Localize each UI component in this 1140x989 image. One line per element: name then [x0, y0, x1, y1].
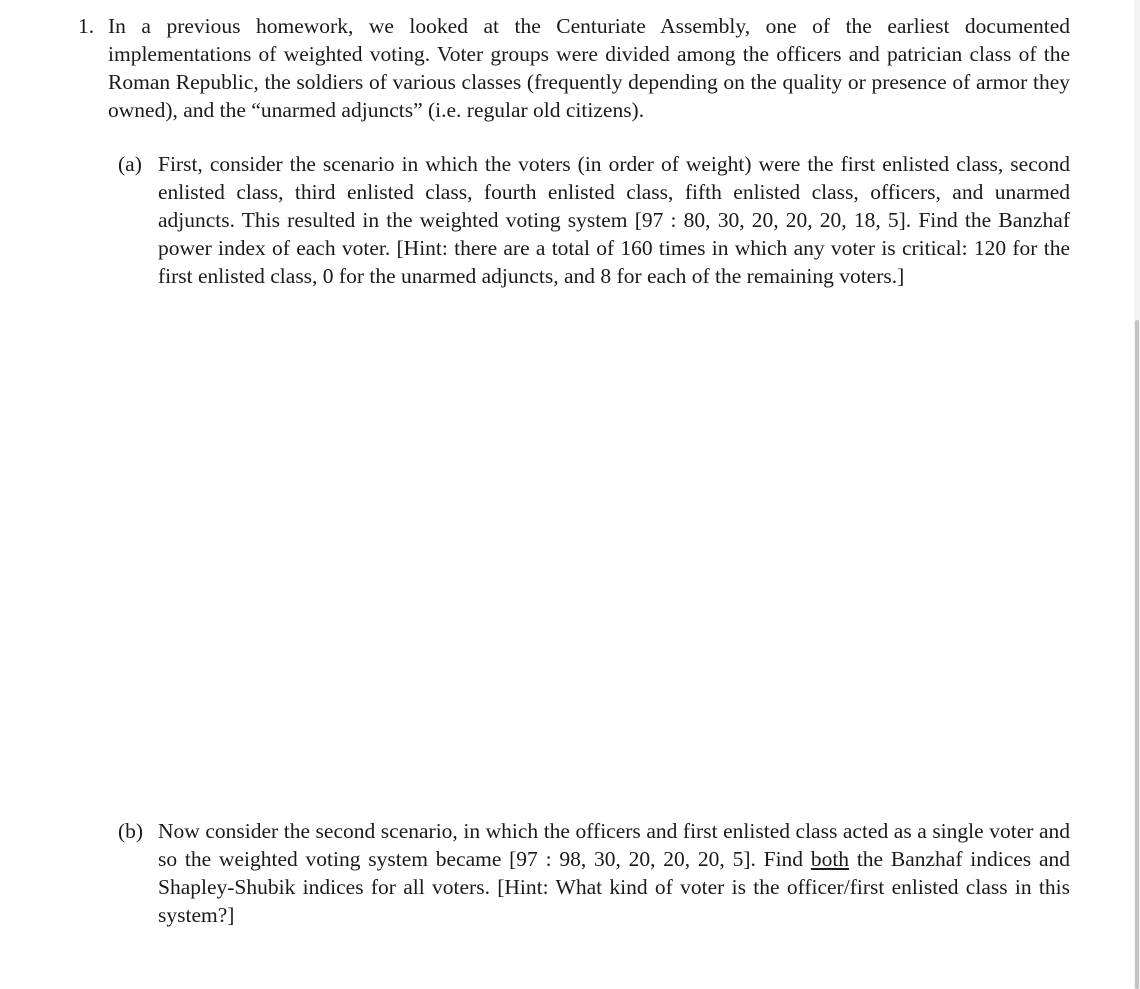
problem-1 — [78, 12, 1070, 124]
problem-number: 1. — [78, 14, 95, 38]
part-a-label: (a) — [118, 152, 142, 176]
part-a — [118, 150, 1070, 290]
part-b-label: (b) — [118, 819, 144, 843]
part-b-emphasis: both — [810, 847, 850, 871]
part-a-text: First, consider the scenario in which the voters (in order of weight) were the first enlisted class, second enlisted class, third enlisted class, fourth enlisted class, fifth enlisted class, officers, and unarmed adjuncts. This resulted in the weighted voting system [97 : 80, 30, 20, 20, 20, 18, 5]. Find the Banzhaf power index of each voter. [Hint: there are a total of 160 times in which any voter is critical: 120 for the first enlisted class, 0 for the unarmed adjuncts, and 8 for each of the remaining voters.] — [158, 152, 1070, 288]
problem-statement: In a previous homework, we looked at the Centuriate Assembly, one of the earliest documented implementations of weighted voting. Voter groups were divided among the officers and patrician class of the Roman Republic, the soldiers of various classes (frequently depending on the quality or presence of armor they owned), and the “unarmed adjuncts” (i.e. regular old citizens). — [108, 14, 1070, 122]
scrollbar-track[interactable] — [1134, 0, 1140, 989]
scrollbar-thumb[interactable] — [1135, 320, 1139, 989]
part-b-text-after: the Banzhaf indices and Shapley-Shubik indices for all voters. [Hint: What kind of voter is the officer/first enlisted class in this system?] — [158, 847, 1070, 927]
part-b-text — [158, 817, 1070, 929]
part-b-text-before: Now consider the second scenario, in which the officers and first enlisted class acted as a single voter and so the weighted voting system became [97 : 98, 30, 20, 20, 20, 5]. Find — [158, 819, 1070, 871]
part-b — [118, 817, 1070, 929]
